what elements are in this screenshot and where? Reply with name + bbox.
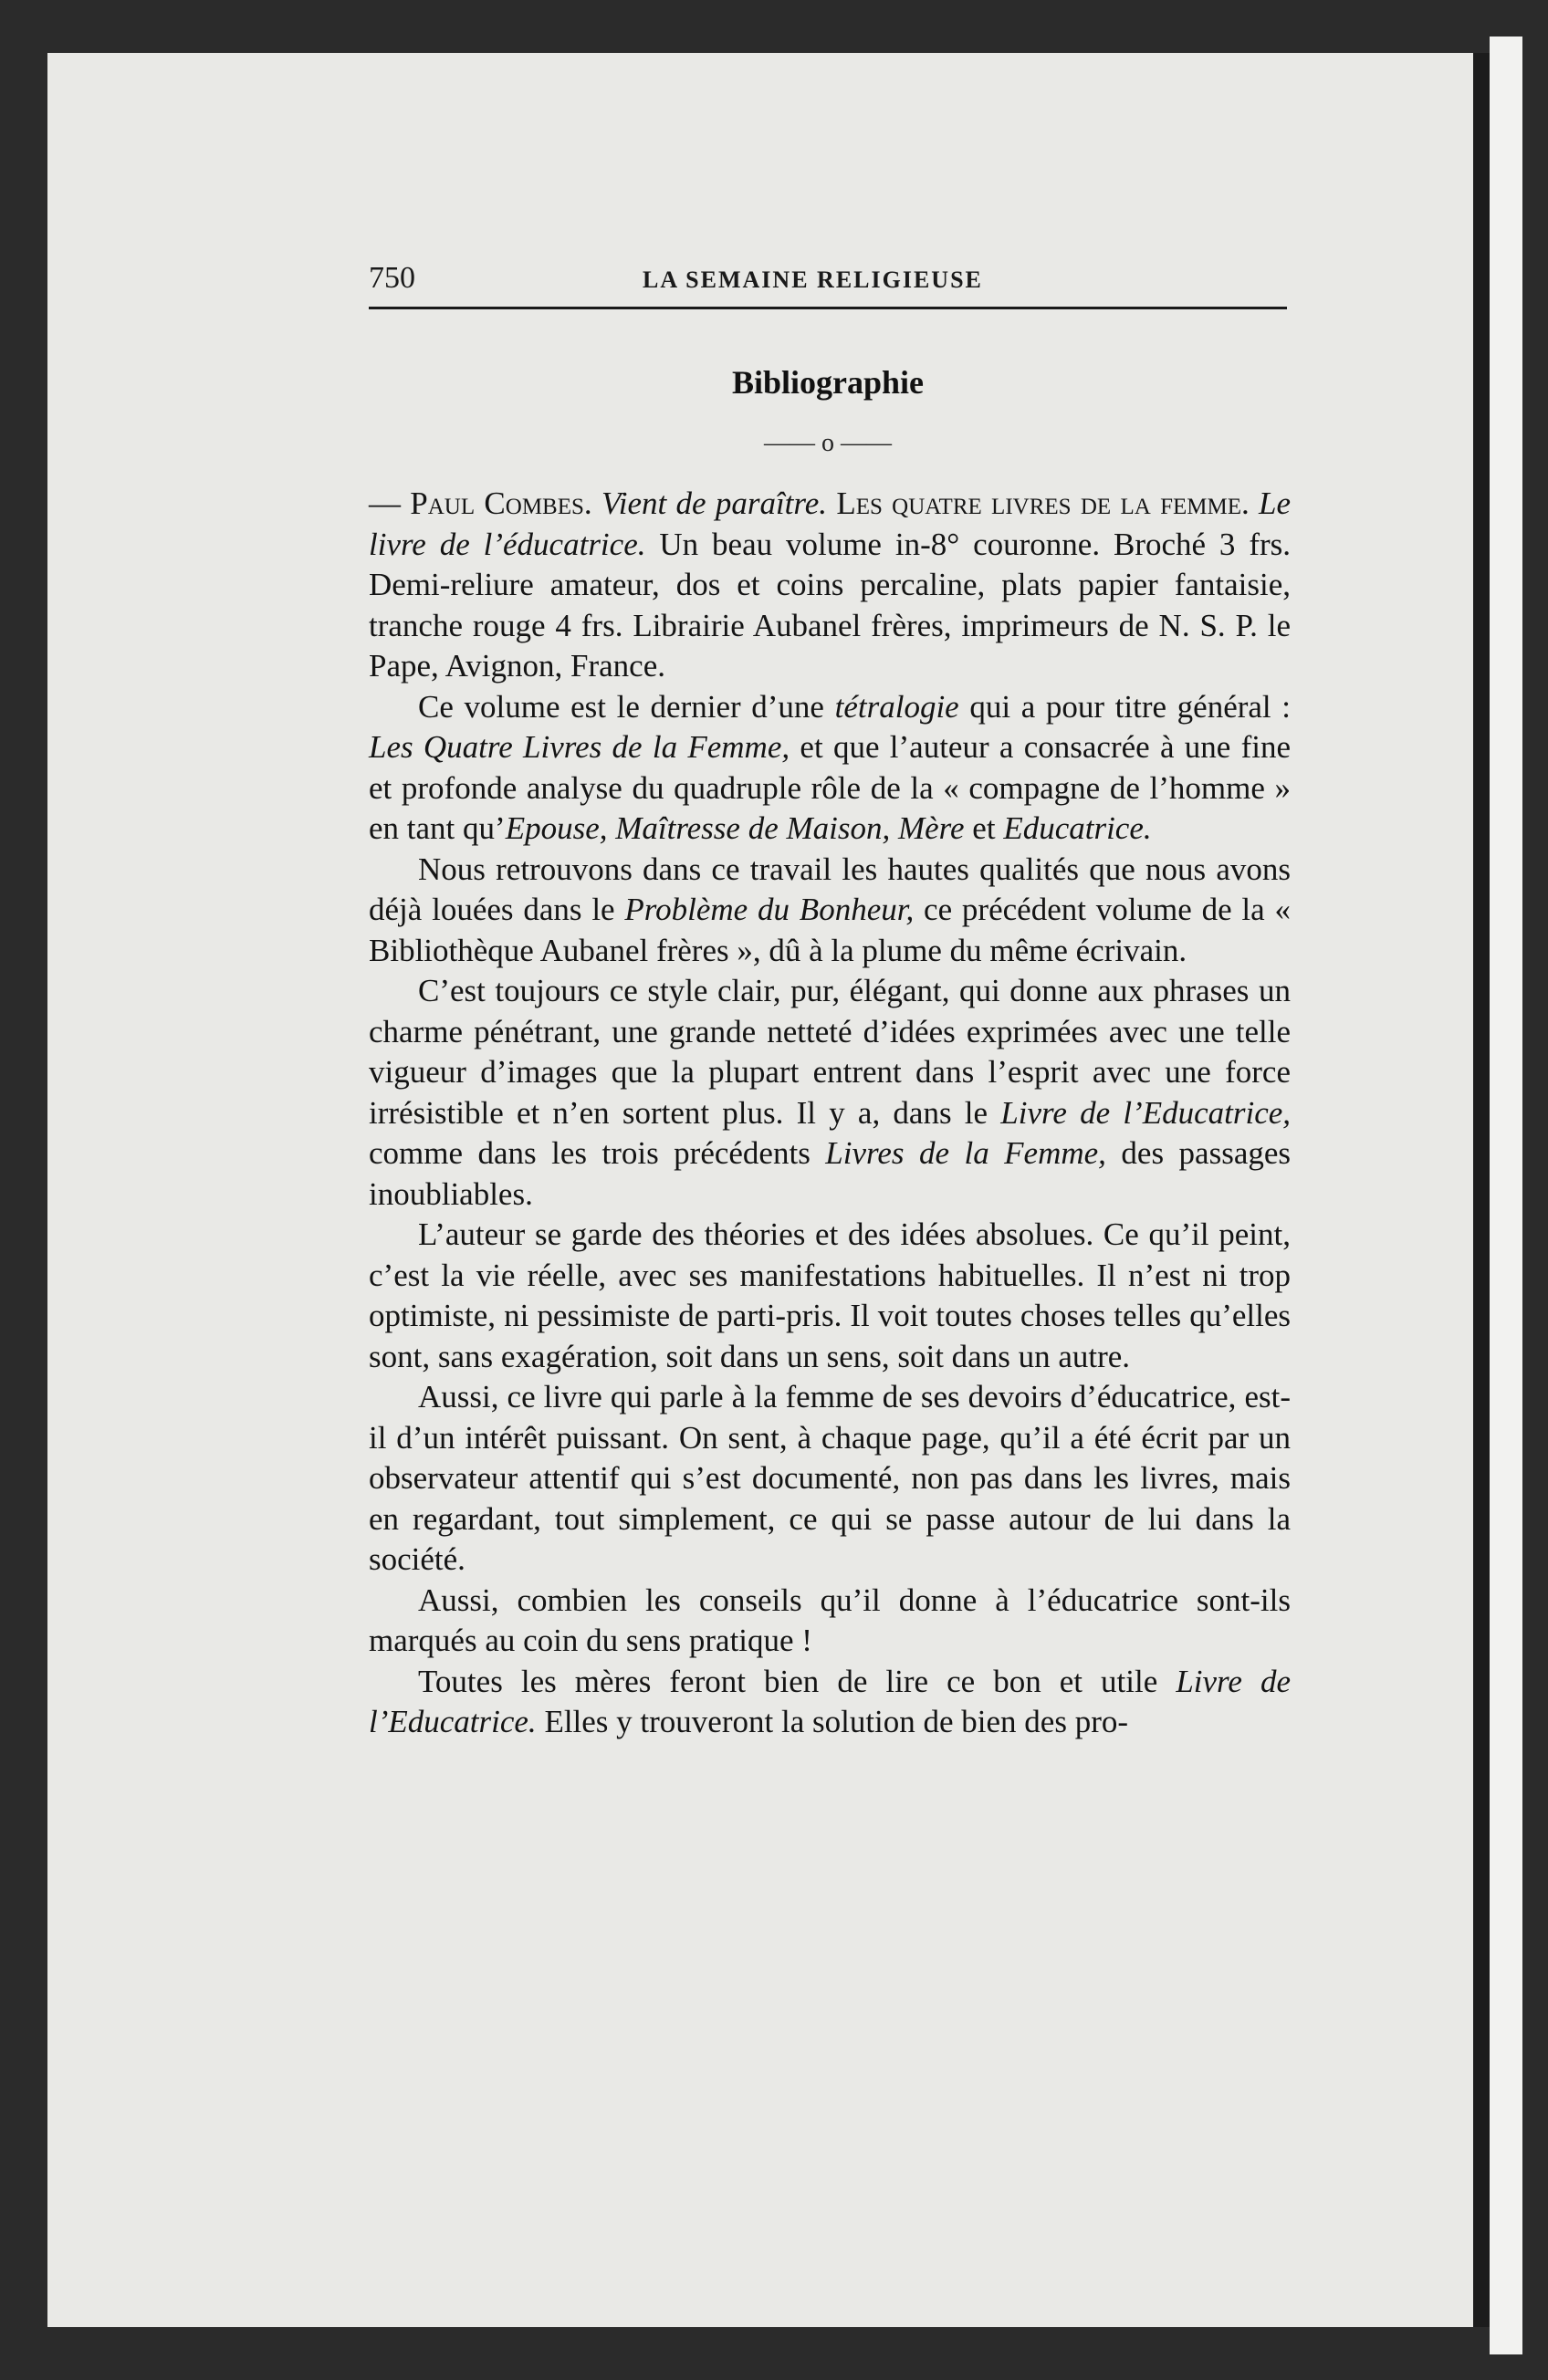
paragraph-4 [369,971,1291,1215]
text-run: des passages inoubliables. [369,1135,1292,1212]
text-run: qui a pour titre général : [969,688,1292,725]
article-body [369,484,1291,1743]
italic-run: Educatrice. [1003,810,1152,846]
announce-text: Vient de paraître. [601,485,828,521]
italic-run: Epouse, Maîtresse de Maison, Mère [505,810,965,846]
paragraph-6: Aussi, ce livre qui parle à la femme de ses devoirs d’éducatrice, est-il d’un intérêt puissant. On sent, à chaque page, qu’il a été écrit par un observateur attentif qui s’est documenté, non pas dans les livres, mais en regardant, tout simplement, ce qui se passe autour de lui dans la société. [369,1379,1291,1577]
paragraph-7: Aussi, combien les conseils qu’il donne à l’éducatrice sont-ils marqués au coin du sens pratique ! [369,1581,1291,1658]
italic-run: Livre de l’Educatrice. [369,1663,1291,1739]
entry-paragraph [369,484,1291,687]
section-title: Bibliographie [731,364,925,401]
italic-run: Livre de l’Educatrice, [1000,1094,1292,1131]
paragraph-3 [369,850,1291,972]
paragraph-2 [369,687,1291,850]
book-title: Le livre de l’éducatrice. [369,485,1292,562]
paragraph-5: L’auteur se garde des théories et des idées absolues. Ce qu’il peint, c’est la vie réelle, avec ses manifestations habituelles. Il n’est ni trop optimiste, ni pessimiste de parti-pris. Il voit toutes choses telles qu’elles sont, sans exagération, soit dans un sens, soit dans un autre. [369,1216,1291,1374]
text-run: Nous retrouvons dans ce travail les hautes qualités que nous avons déjà louées dans le [369,851,1291,927]
italic-run: Livres de la Femme, [825,1135,1106,1171]
text-run: Toutes les mères feront bien de lire ce bon et utile [418,1663,1158,1699]
italic-run: Problème du Bonheur, [624,892,915,927]
text-run: comme dans les trois précédents [369,1135,811,1171]
page-gutter [1473,53,1490,2327]
section-ornament: —— o —— [764,429,892,457]
text-run: Elles y trouveront la solution de bien des pro- [544,1704,1129,1739]
text-run: et [972,810,996,846]
running-head [369,261,1287,301]
facing-page-edge [1490,37,1522,2354]
text-run: C’est toujours ce style clair, pur, élégant, qui donne aux phrases un charme pénétrant, une grande netteté d’idées exprimées avec une telle vigueur d’images que la plupart entrent dans l’esprit avec une force irrésistible et n’en sortent plus. Il y a, dans le [369,973,1291,1131]
page-number: 750 [369,261,415,295]
author-label: — Paul Combes. [369,485,592,521]
text-run: ce précédent volume de la « Bibliothèque Aubanel frères », dû à la plume du même écrivain. [369,892,1291,968]
header-rule [369,307,1287,309]
italic-run: Les Quatre Livres de la Femme, [369,729,790,765]
text-run: et que l’auteur a consacrée à une fine et profonde analyse du quadruple rôle de la « compagne de l’homme » en tant qu’ [369,729,1292,846]
series-title: Les quatre livres de la femme. [836,485,1250,521]
text-run: Ce volume est le dernier d’une [418,688,824,725]
journal-title: LA SEMAINE RELIGIEUSE [643,266,983,293]
paragraph-8 [369,1662,1291,1743]
italic-run: tétralogie [834,688,959,725]
book-details: Un beau volume in-8° couronne. Broché 3 frs. Demi-reliure amateur, dos et coins percaline, plats papier fantaisie, tranche rouge 4 frs. Librairie Aubanel frères, imprimeurs de N. S. P. le Pape, Avignon, France. [369,526,1291,684]
